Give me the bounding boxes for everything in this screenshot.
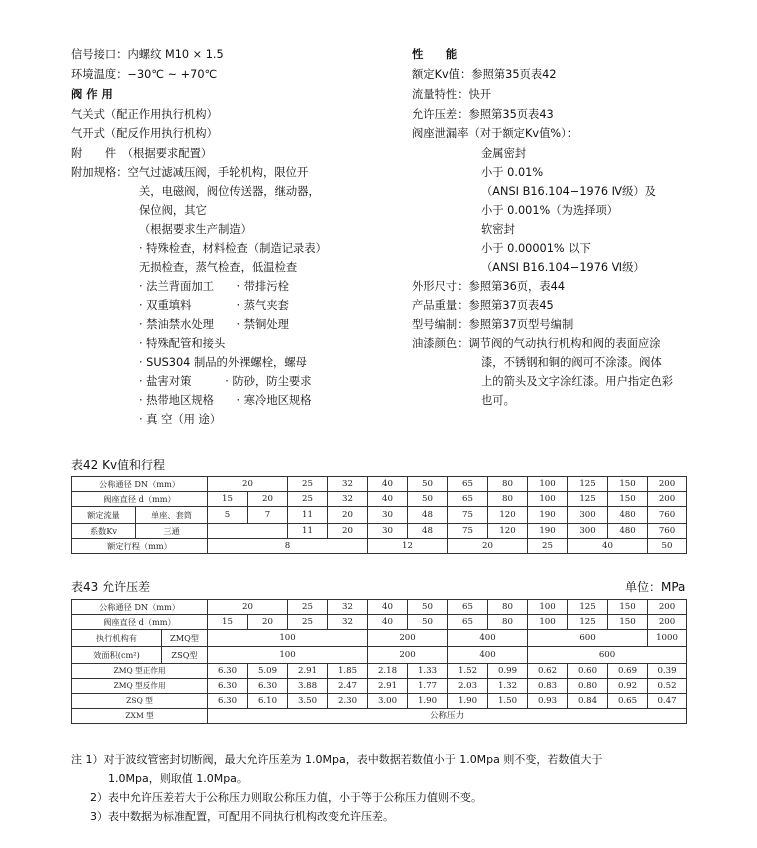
table-row	[72, 709, 687, 724]
table-row	[72, 679, 687, 694]
table-cell: 150	[608, 477, 648, 492]
note-2: 2）表中允许压差若大于公称压力则取公称压力值，小于等于公称压力值则不变。	[90, 791, 482, 804]
table-cell: 3.50	[288, 694, 328, 709]
table-cell: 400	[448, 647, 528, 664]
table-cell: 1.50	[488, 694, 528, 709]
spec-line: 产品重量：参照第37页表45	[412, 299, 554, 312]
table-cell: 50	[648, 539, 687, 554]
row-label: 公称通径 DN（mm）	[72, 477, 208, 492]
table-cell: 1.33	[408, 664, 448, 679]
table-cell: 2.47	[328, 679, 368, 694]
row-label: 公称通径 DN（mm）	[72, 600, 208, 615]
table-cell: 0.69	[608, 664, 648, 679]
table-cell: 120	[488, 524, 528, 539]
table-cell: 125	[568, 477, 608, 492]
note-1: 注 1）对于波纹管密封切断阀，最大允许压差为 1.0Mpa，表中数据若数值小于 1.0Mpa 则不变，若数值大于	[71, 753, 603, 766]
row-label: 阀座直径 d（mm）	[72, 615, 208, 630]
table-cell: 200	[648, 477, 687, 492]
spec-line: 附 件 （根据要求配置）	[71, 147, 213, 160]
table-cell: 25	[288, 600, 328, 615]
table-cell: 80	[488, 615, 528, 630]
spec-line: 金属密封	[481, 147, 527, 160]
spec-line: 漆，不锈钢和铜的阀可不涂漆。阀体	[481, 356, 662, 369]
table-cell: 0.60	[568, 664, 608, 679]
table-cell: 75	[448, 524, 488, 539]
table-cell: 0.39	[648, 664, 687, 679]
table-cell: 50	[408, 600, 448, 615]
table-cell: 100	[208, 630, 368, 647]
table-cell: 6.30	[248, 679, 288, 694]
table-row	[72, 647, 687, 664]
table-cell: 30	[368, 524, 408, 539]
table-cell: 100	[528, 477, 568, 492]
table-cell: 5	[208, 507, 248, 524]
spec-line: 流量特性：快开	[412, 88, 492, 101]
spec-line: 无损检查，蒸气检查，低温检查	[139, 261, 298, 274]
table-cell: 100	[528, 615, 568, 630]
table-cell: 20	[248, 615, 288, 630]
spec-line: 上的箭头及文字涂红漆。用户指定色彩	[481, 375, 674, 388]
spec-line: 也可。	[481, 394, 515, 407]
table-cell: 2.91	[368, 679, 408, 694]
table-cell: 600	[528, 647, 687, 664]
spec-line: 油漆颜色：调节阀的气动执行机构和阀的表面应涂	[412, 337, 661, 350]
spec-line: （ANSI B16.104−1976 Ⅳ级）及	[481, 185, 656, 198]
row-sublabel: ZMQ型	[162, 630, 208, 647]
table-cell: 公称压力	[208, 709, 687, 724]
table-cell: 125	[568, 492, 608, 507]
row-label: 阀座直径 d（mm）	[72, 492, 208, 507]
spec-line: · 双重填料 · 蒸气夹套	[139, 299, 289, 312]
table-cell: 600	[528, 630, 648, 647]
row-label: ZSQ 型	[72, 694, 208, 709]
table-cell: 40	[368, 492, 408, 507]
table-cell: 65	[448, 492, 488, 507]
spec-line: 保位阀，其它	[139, 204, 207, 217]
table-cell: 32	[328, 600, 368, 615]
table-cell: 50	[408, 615, 448, 630]
table-cell: 200	[368, 647, 448, 664]
table-cell: 25	[288, 492, 328, 507]
table-cell: 8	[208, 539, 368, 554]
table-42	[71, 476, 687, 554]
spec-line: 小于 0.001%（为选择项）	[481, 204, 619, 217]
table-cell: 2.03	[448, 679, 488, 694]
table-cell: 0.47	[648, 694, 687, 709]
table-cell: 20	[448, 539, 528, 554]
spec-line: · 盐害对策 · 防砂，防尘要求	[139, 375, 312, 388]
table-cell: 2.91	[288, 664, 328, 679]
table-cell: 1.90	[408, 694, 448, 709]
table-cell: 30	[368, 507, 408, 524]
table-cell: 1.77	[408, 679, 448, 694]
table-cell: 0.83	[528, 679, 568, 694]
row-label: 效面积(cm²)	[72, 647, 162, 664]
table-cell: 11	[288, 524, 328, 539]
row-label: 系数Kv	[72, 524, 136, 539]
row-sublabel: 三通	[136, 524, 208, 539]
spec-line: · 真 空（用 途）	[139, 413, 222, 426]
table-cell: 2.18	[368, 664, 408, 679]
table-cell: 0.80	[568, 679, 608, 694]
table-cell: 200	[648, 492, 687, 507]
table-cell: 100	[208, 647, 368, 664]
spec-line: （根据要求生产制造）	[139, 223, 252, 236]
table-cell: 1.52	[448, 664, 488, 679]
table-cell: 300	[568, 507, 608, 524]
table-cell: 760	[648, 507, 687, 524]
spec-line: · 法兰背面加工 · 带排污栓	[139, 280, 289, 293]
table-row	[72, 477, 687, 492]
table-cell: 32	[328, 492, 368, 507]
table-row	[72, 630, 687, 647]
table-cell: 200	[648, 600, 687, 615]
spec-line: 附加规格：空气过滤减压阀，手轮机构，限位开	[71, 166, 309, 179]
table-cell: 0.84	[568, 694, 608, 709]
spec-line: 关，电磁阀，阀位传送器，继动器，	[139, 185, 320, 198]
table-row	[72, 524, 687, 539]
table-cell: 40	[368, 615, 408, 630]
table-cell: 80	[488, 492, 528, 507]
table-cell: 0.93	[528, 694, 568, 709]
section-heading: 性 能	[412, 48, 458, 61]
table-cell: 15	[208, 492, 248, 507]
spec-line: 气开式（配反作用执行机构）	[71, 127, 218, 140]
spec-line: （ANSI B16.104−1976 Ⅵ级）	[481, 261, 645, 274]
table-cell: 12	[368, 539, 448, 554]
table-cell: 3.00	[368, 694, 408, 709]
table-cell: 40	[368, 477, 408, 492]
table-cell: 5.09	[248, 664, 288, 679]
table-cell: 65	[448, 477, 488, 492]
table-cell: 1000	[648, 630, 687, 647]
unit-label: 单位：MPa	[625, 580, 686, 594]
table-cell: 48	[408, 524, 448, 539]
spec-line: 软密封	[481, 223, 515, 236]
table-cell: 200	[368, 630, 448, 647]
table-cell: 20	[248, 492, 288, 507]
table-cell: 1.85	[328, 664, 368, 679]
table-42-title: 表42 Kv值和行程	[71, 458, 166, 472]
table-cell: 6.30	[208, 664, 248, 679]
spec-line: 气关式（配正作用执行机构）	[71, 108, 218, 121]
table-cell: 20	[328, 507, 368, 524]
table-cell: 80	[488, 477, 528, 492]
table-cell: 2.30	[328, 694, 368, 709]
table-cell-empty	[208, 524, 288, 539]
table-cell: 40	[368, 600, 408, 615]
section-heading: 阀 作 用	[71, 88, 113, 101]
table-cell: 190	[528, 524, 568, 539]
table-43-title: 表43 允许压差	[71, 580, 151, 594]
table-cell: 1.90	[448, 694, 488, 709]
table-cell: 150	[608, 615, 648, 630]
table-cell: 0.65	[608, 694, 648, 709]
table-cell: 40	[568, 539, 648, 554]
note-3: 3）表中数据为标准配置，可配用不同执行机构改变允许压差。	[90, 810, 394, 823]
table-cell: 32	[328, 615, 368, 630]
spec-line: 信号接口：内螺纹 M10 × 1.5	[71, 48, 224, 61]
row-label: ZMQ 型反作用	[72, 679, 208, 694]
table-cell: 6.30	[208, 694, 248, 709]
table-cell: 100	[528, 492, 568, 507]
spec-line: 小于 0.00001% 以下	[481, 242, 591, 255]
table-cell: 190	[528, 507, 568, 524]
spec-line: · 热带地区规格 · 寒冷地区规格	[139, 394, 312, 407]
spec-line: · 禁油禁水处理 · 禁铜处理	[139, 318, 289, 331]
table-row	[72, 664, 687, 679]
table-cell: 480	[608, 524, 648, 539]
table-cell: 75	[448, 507, 488, 524]
table-cell: 125	[568, 615, 608, 630]
table-cell: 80	[488, 600, 528, 615]
table-cell: 0.92	[608, 679, 648, 694]
spec-line: 阀座泄漏率（对于额定Kv值%）：	[412, 127, 579, 140]
table-cell: 25	[528, 539, 568, 554]
row-sublabel: 单座、套筒	[136, 507, 208, 524]
table-43	[71, 599, 687, 724]
table-cell: 480	[608, 507, 648, 524]
table-cell: 200	[648, 615, 687, 630]
table-cell: 150	[608, 600, 648, 615]
row-label: 额定行程（mm）	[72, 539, 208, 554]
table-cell: 400	[448, 630, 528, 647]
table-cell: 25	[288, 477, 328, 492]
table-cell: 25	[288, 615, 328, 630]
spec-line: 允许压差：参照第35页表43	[412, 108, 554, 121]
table-row	[72, 615, 687, 630]
table-cell: 0.62	[528, 664, 568, 679]
spec-line: · 特殊检查，材料检查（制造记录表）	[139, 242, 327, 255]
note-1-cont: 1.0Mpa，则取值 1.0Mpa。	[108, 772, 248, 785]
table-row	[72, 539, 687, 554]
table-cell: 20	[328, 524, 368, 539]
row-label: 额定流量	[72, 507, 136, 524]
table-cell: 0.52	[648, 679, 687, 694]
spec-line: · 特殊配管和接头	[139, 337, 226, 350]
table-cell: 0.99	[488, 664, 528, 679]
table-cell: 32	[328, 477, 368, 492]
table-cell: 300	[568, 524, 608, 539]
table-cell: 50	[408, 492, 448, 507]
spec-line: 额定Kv值：参照第35页表42	[412, 68, 557, 81]
table-row	[72, 492, 687, 507]
table-cell: 65	[448, 600, 488, 615]
spec-line: 环境温度：−30℃ ~ +70℃	[71, 68, 218, 81]
table-cell: 120	[488, 507, 528, 524]
spec-line: · SUS304 制品的外裸螺栓，螺母	[139, 356, 307, 369]
table-cell: 65	[448, 615, 488, 630]
row-label: ZXM 型	[72, 709, 208, 724]
table-cell: 20	[208, 477, 288, 492]
table-cell: 3.88	[288, 679, 328, 694]
row-sublabel: ZSQ型	[162, 647, 208, 664]
table-cell: 50	[408, 477, 448, 492]
table-row	[72, 507, 687, 524]
table-cell: 6.10	[248, 694, 288, 709]
table-cell: 125	[568, 600, 608, 615]
table-cell: 7	[248, 507, 288, 524]
spec-line: 外形尺寸：参照第36页，表44	[412, 280, 566, 293]
row-label: 执行机构有	[72, 630, 162, 647]
table-cell: 1.32	[488, 679, 528, 694]
row-label: ZMQ 型正作用	[72, 664, 208, 679]
table-cell: 6.30	[208, 679, 248, 694]
spec-line: 型号编制：参照第37页型号编制	[412, 318, 574, 331]
table-cell: 11	[288, 507, 328, 524]
table-cell: 150	[608, 492, 648, 507]
table-row	[72, 694, 687, 709]
table-cell: 20	[208, 600, 288, 615]
table-cell: 15	[208, 615, 248, 630]
table-cell: 100	[528, 600, 568, 615]
table-cell: 760	[648, 524, 687, 539]
table-cell: 48	[408, 507, 448, 524]
spec-line: 小于 0.01%	[481, 166, 544, 179]
table-row	[72, 600, 687, 615]
